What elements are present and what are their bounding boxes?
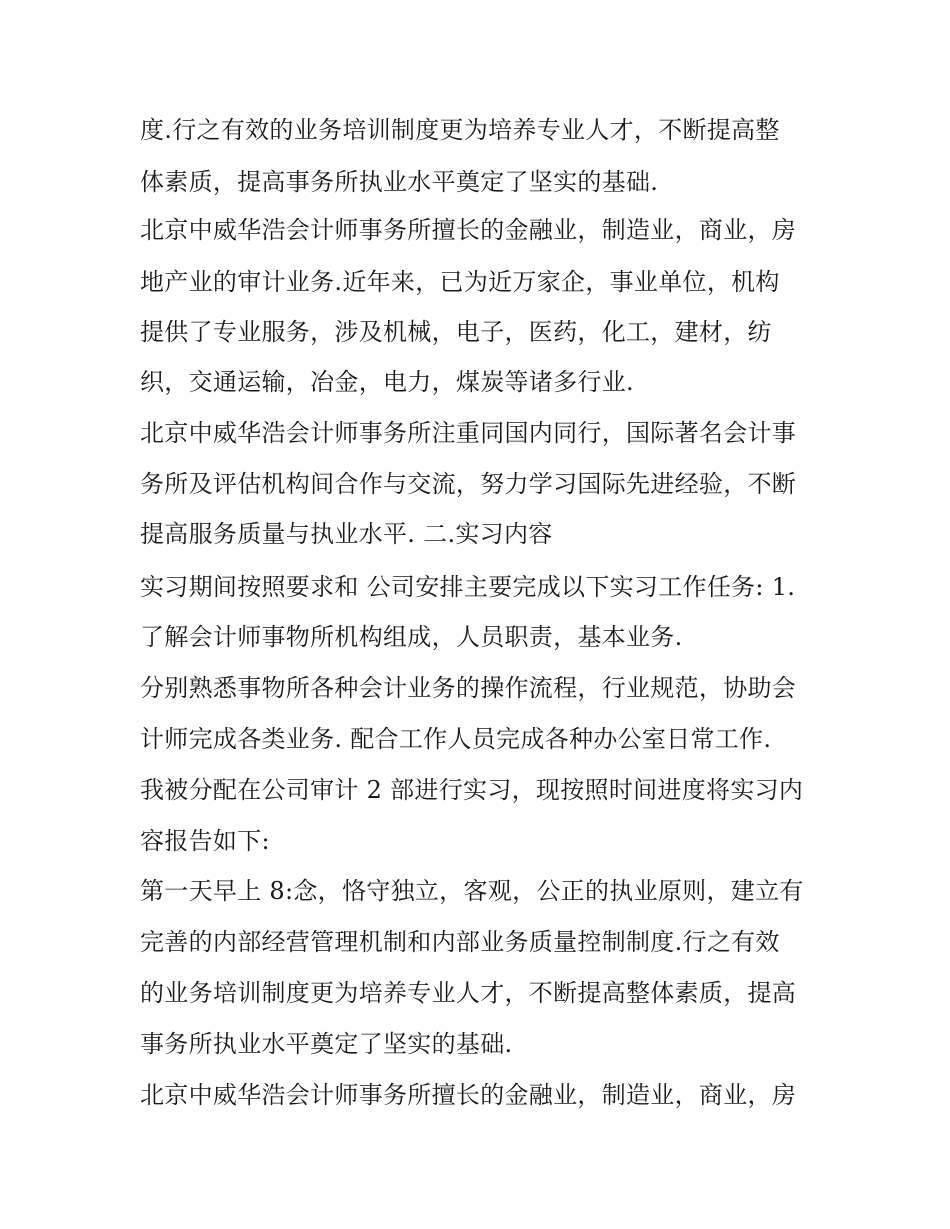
text-line: 计师完成各类业务. 配合工作人员完成各种办公室日常工作.	[140, 725, 772, 753]
text-line: 的业务培训制度更为培养专业人才，不断提高整体素质，提高	[140, 979, 797, 1007]
text-line: 提供了专业服务，涉及机械，电子，医药，化工，建材，纺	[140, 318, 772, 346]
text-line: 北京中威华浩会计师事务所注重同国内同行，国际著名会计事	[140, 419, 797, 447]
text-line: 北京中威华浩会计师事务所擅长的金融业，制造业，商业，房	[140, 216, 797, 244]
text-line: 体素质，提高事务所执业水平奠定了坚实的基础.	[140, 168, 659, 196]
text-line: 容报告如下:	[140, 827, 270, 855]
text-line: 事务所执业水平奠定了坚实的基础.	[140, 1030, 513, 1058]
text-line: 分别熟悉事物所各种会计业务的操作流程，行业规范，协助会	[140, 674, 797, 702]
text-line: 实习期间按照要求和 公司安排主要完成以下实习工作任务: 1.	[140, 573, 796, 601]
text-line: 度.行之有效的业务培训制度更为培养专业人才，不断提高整	[140, 116, 780, 144]
text-line: 第一天早上 8:念，恪守独立，客观，公正的执业原则，建立有	[140, 877, 804, 905]
text-line: 织，交通运输，冶金，电力，煤炭等诸多行业.	[140, 368, 634, 396]
text-line: 提高服务质量与执业水平. 二.实习内容	[140, 520, 553, 548]
text-line: 我被分配在公司审计 2 部进行实习，现按照时间进度将实习内	[140, 776, 804, 804]
text-line: 北京中威华浩会计师事务所擅长的金融业，制造业，商业，房	[140, 1081, 797, 1109]
text-line: 地产业的审计业务.近年来，已为近万家企，事业单位，机构	[140, 268, 780, 296]
text-line: 了解会计师事物所机构组成，人员职责，基本业务.	[140, 623, 683, 651]
text-line: 务所及评估机构间合作与交流，努力学习国际先进经验，不断	[140, 470, 797, 498]
text-line: 完善的内部经营管理机制和内部业务质量控制制度.行之有效	[140, 928, 780, 956]
